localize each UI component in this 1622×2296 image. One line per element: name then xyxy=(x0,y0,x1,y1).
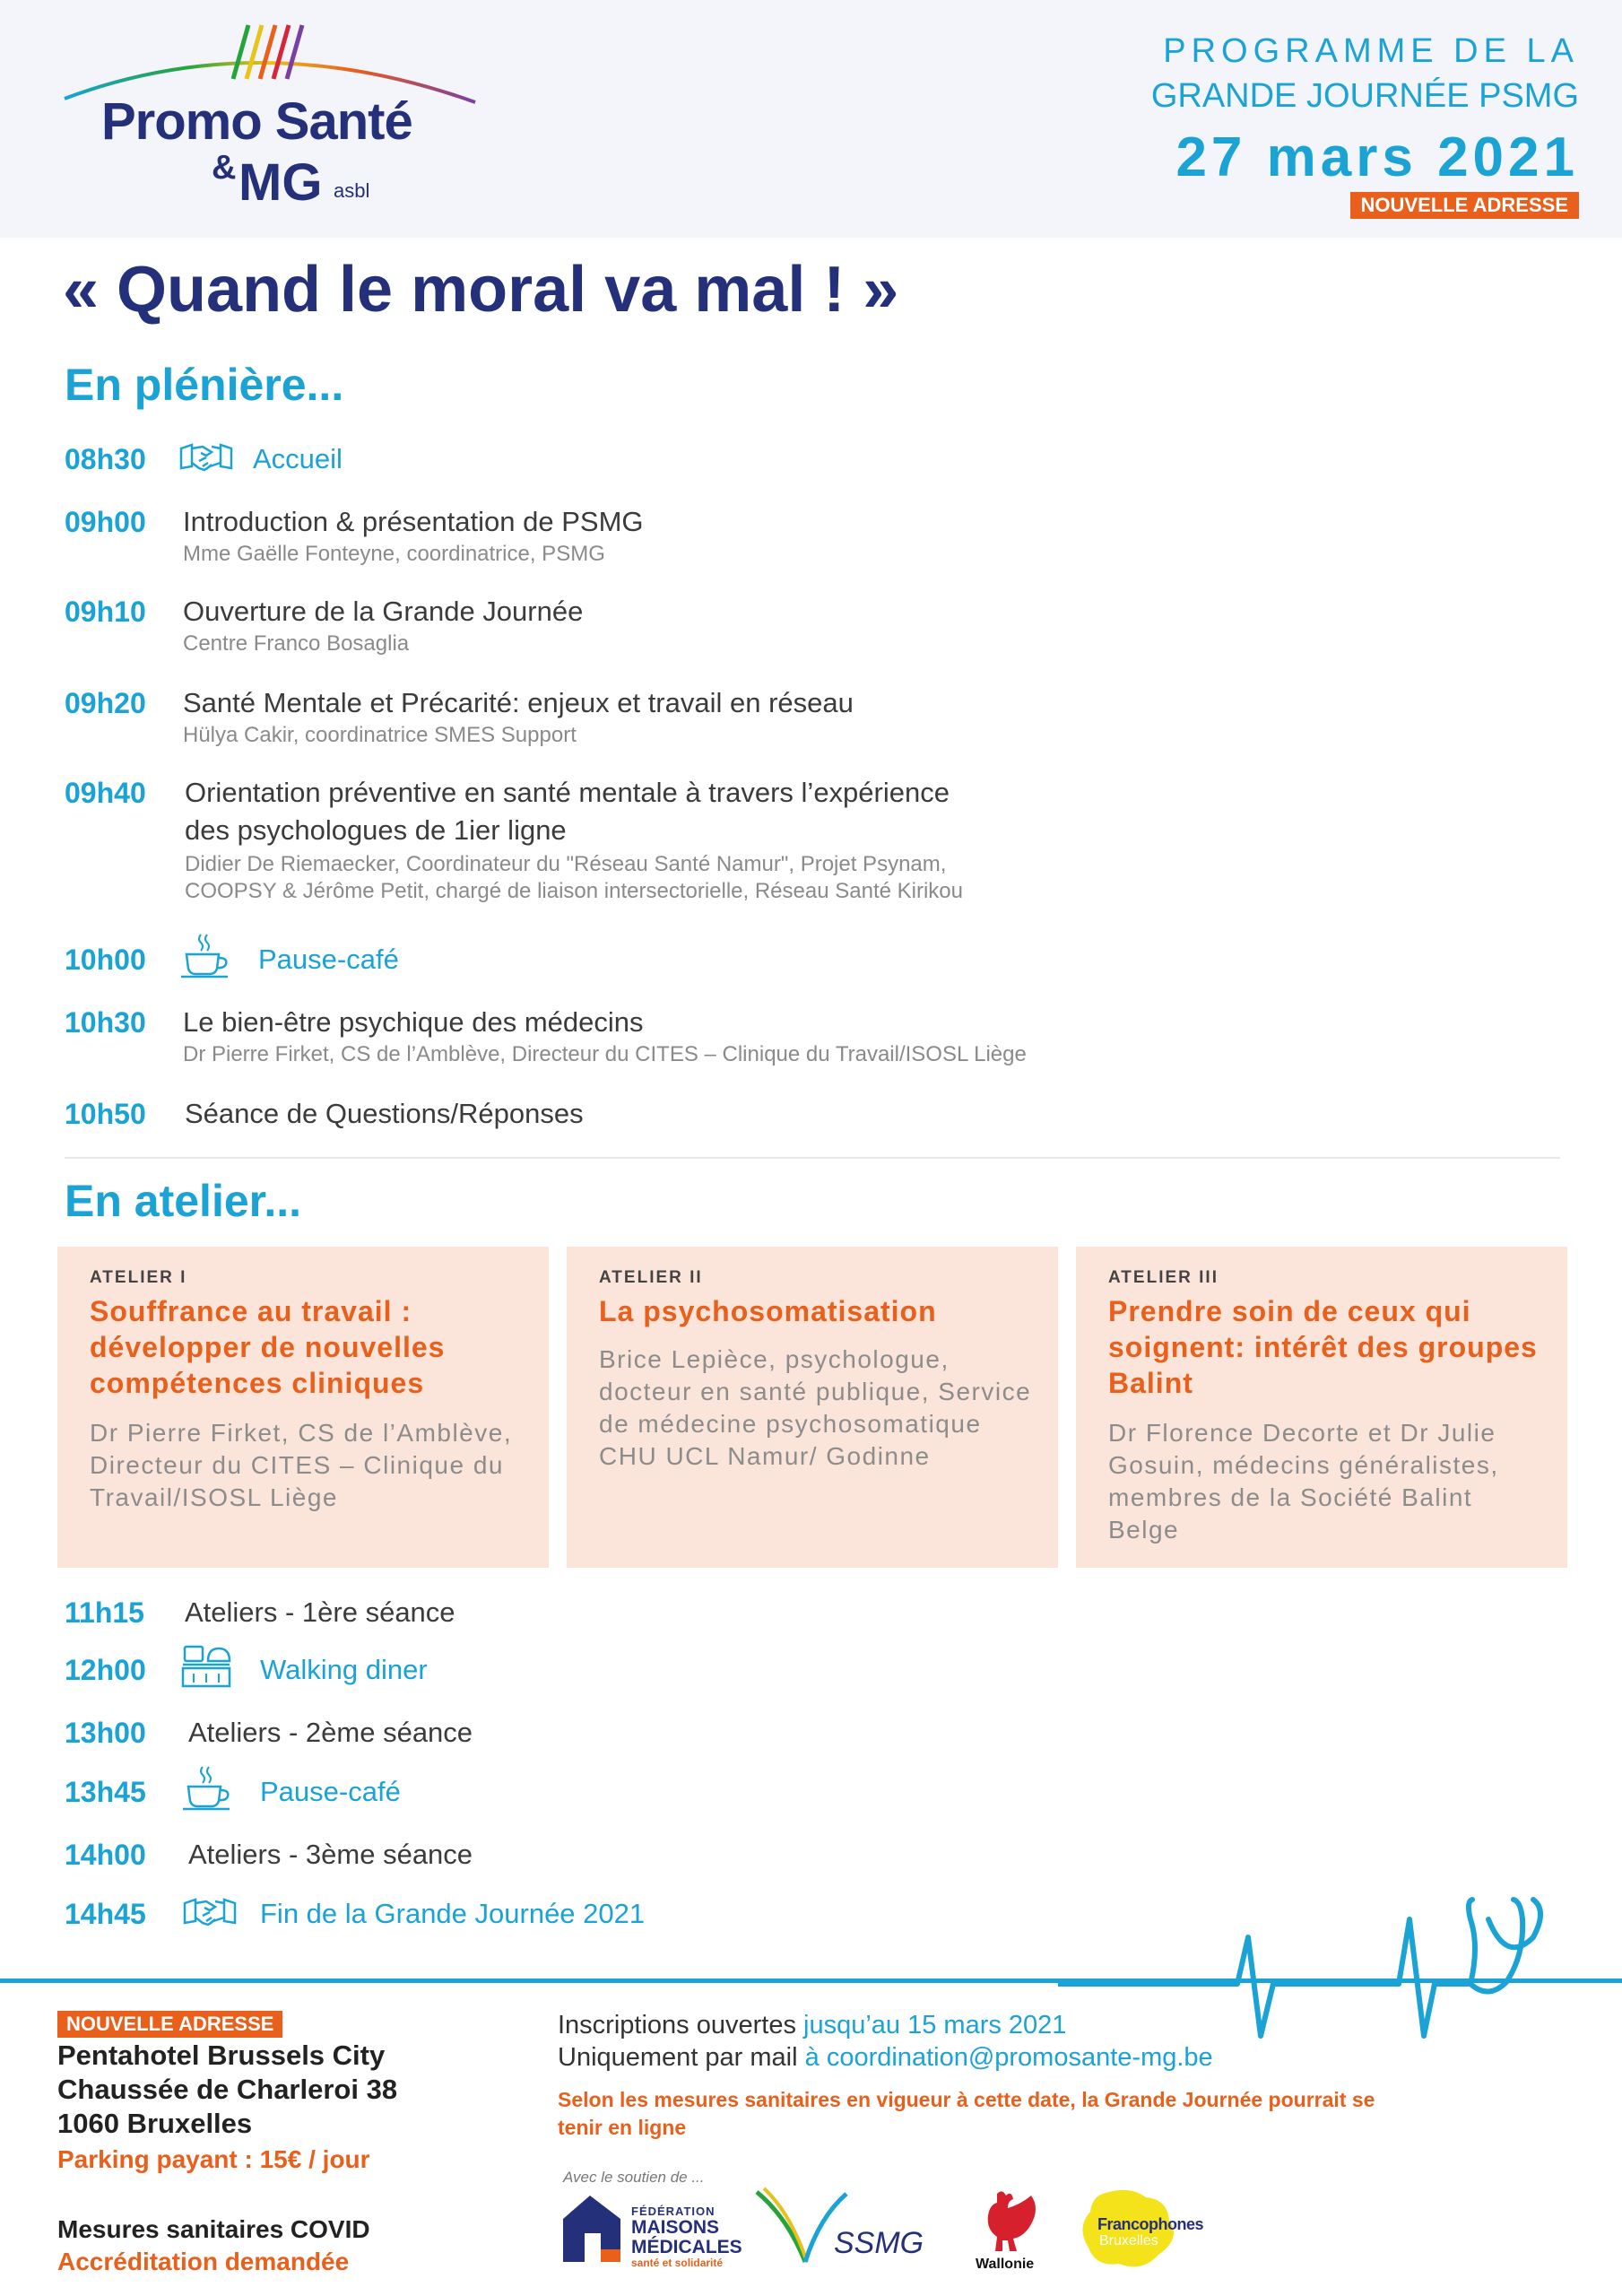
logo-mg: MG xyxy=(239,153,323,212)
item-title: Ateliers - 2ème séance xyxy=(188,1717,473,1748)
wallonie-logo xyxy=(976,2188,1047,2274)
time: 10h30 xyxy=(65,1006,146,1039)
footer-divider xyxy=(0,1979,1622,1983)
wallonie-text: Wallonie xyxy=(976,2257,1035,2272)
item-speaker: Dr Pierre Firket, CS de l’Amblève, Directeur du CITES – Clinique du Travail/ISOSL Liège xyxy=(183,1042,1027,1066)
item-speaker-line2: COOPSY & Jérôme Petit, chargé de liaison intersectorielle, Réseau Santé Kirikou xyxy=(185,879,963,903)
atelier-label: ATELIER II xyxy=(599,1268,703,1287)
fmm-text-mid1: MAISONS xyxy=(631,2217,720,2238)
atelier-title: La psychosomatisation xyxy=(599,1295,937,1327)
item-title: Fin de la Grande Journée 2021 xyxy=(260,1898,646,1929)
time: 14h00 xyxy=(65,1839,146,1871)
time: 08h30 xyxy=(65,443,146,475)
atelier-speaker: Dr Pierre Firket, CS de l’Amblève, Directeur du CITES – Clinique du Travail/ISOSL Liège xyxy=(90,1419,513,1511)
ssmg-text: SSMG xyxy=(834,2226,924,2260)
item-title: Le bien-être psychique des médecins xyxy=(183,1006,644,1038)
covid-warning: Selon les mesures sanitaires en vigueur à cette date, la Grande Journée pourrait se tenir en ligne xyxy=(558,2088,1375,2139)
atelier-label: ATELIER I xyxy=(90,1268,187,1287)
time: 09h40 xyxy=(65,777,146,809)
item-title: Accueil xyxy=(253,443,343,474)
coffee-cup-icon xyxy=(179,931,230,981)
mail-info xyxy=(558,2043,1213,2073)
fmm-text-top: FÉDÉRATION xyxy=(631,2205,716,2218)
header-band xyxy=(0,0,1622,238)
covid-measures: Mesures sanitaires COVID xyxy=(57,2215,370,2243)
program-label: PROGRAMME DE LA xyxy=(1163,32,1579,70)
atelier-title: Souffrance au travail : développer de nouvelles compétences cliniques xyxy=(90,1295,446,1399)
accreditation: Accréditation demandée xyxy=(57,2248,350,2275)
rooster-icon xyxy=(981,2188,1044,2253)
ssmg-logo xyxy=(751,2181,949,2271)
registration-deadline: jusqu’au 15 mars 2021 xyxy=(803,2011,1067,2039)
time: 09h10 xyxy=(65,596,146,628)
item-speaker: Didier De Riemaecker, Coordinateur du "Réseau Santé Namur", Projet Psynam, xyxy=(185,852,947,876)
atelier-label: ATELIER III xyxy=(1108,1268,1219,1287)
house-icon xyxy=(561,2192,624,2264)
atelier-card xyxy=(567,1247,1058,1568)
support-label: Avec le soutien de ... xyxy=(563,2169,705,2186)
atelier-card xyxy=(57,1247,549,1568)
section-heading-atelier: En atelier... xyxy=(65,1176,302,1226)
atelier-title: Prendre soin de ceux qui soignent: intérêt des groupes Balint xyxy=(1108,1295,1538,1399)
logo-asbl: asbl xyxy=(334,179,370,202)
francophones-text: Francophones xyxy=(1097,2215,1204,2233)
item-speaker: Centre Franco Bosaglia xyxy=(183,631,410,656)
handshake-icon xyxy=(179,439,233,475)
logo-ampersand: & xyxy=(212,149,237,187)
item-title: Orientation préventive en santé mentale à travers l’expérience xyxy=(185,777,950,808)
item-title: Santé Mentale et Précarité: enjeux et travail en réseau xyxy=(183,687,854,718)
program-event: GRANDE JOURNÉE PSMG xyxy=(1150,77,1579,115)
heartbeat-stethoscope-icon xyxy=(1058,1883,1560,2045)
email-link[interactable]: à coordination@promosante-mg.be xyxy=(804,2043,1213,2072)
time: 09h20 xyxy=(65,687,146,719)
time: 13h00 xyxy=(65,1717,146,1749)
registration-prefix: Inscriptions ouvertes xyxy=(558,2011,804,2039)
item-title: Pause-café xyxy=(260,1776,401,1807)
coffee-cup-icon xyxy=(181,1763,231,1813)
item-title: Introduction & présentation de PSMG xyxy=(183,506,644,537)
time: 10h00 xyxy=(65,944,146,976)
atelier-speaker: Brice Lepièce, psychologue, docteur en santé publique, Service de médecine psychosomatique CHU UCL Namur/ Godinne xyxy=(599,1345,1032,1470)
time: 14h45 xyxy=(65,1898,146,1930)
section-divider xyxy=(65,1157,1560,1159)
bruxelles-text: Bruxelles xyxy=(1099,2233,1158,2248)
new-address-badge: NOUVELLE ADRESSE xyxy=(57,2011,282,2038)
francophones-logo xyxy=(1076,2185,1219,2274)
item-speaker: Mme Gaëlle Fonteyne, coordinatrice, PSMG xyxy=(183,542,605,566)
time: 13h45 xyxy=(65,1776,146,1808)
logo-text: Promo Santé xyxy=(101,92,412,151)
parking-info: Parking payant : 15€ / jour xyxy=(57,2145,370,2173)
section-heading-pleniere: En plénière... xyxy=(65,360,344,410)
fmm-text-sub: santé et solidarité xyxy=(631,2257,724,2269)
fmm-text-mid2: MÉDICALES xyxy=(631,2237,742,2257)
registration-info xyxy=(558,2011,1066,2040)
time: 12h00 xyxy=(65,1654,146,1686)
new-address-badge: NOUVELLE ADRESSE xyxy=(1350,192,1579,219)
item-title: Ouverture de la Grande Journée xyxy=(183,596,584,627)
mail-prefix: Uniquement par mail xyxy=(558,2043,805,2072)
time: 10h50 xyxy=(65,1098,146,1130)
item-title: Ateliers - 1ère séance xyxy=(185,1596,455,1628)
item-title: Walking diner xyxy=(260,1654,428,1685)
atelier-speaker: Dr Florence Decorte et Dr Julie Gosuin, médecins généralistes, membres de la Société Balint Belge xyxy=(1108,1419,1499,1544)
address-line: Pentahotel Brussels City xyxy=(57,2039,386,2071)
atelier-card xyxy=(1076,1247,1567,1568)
handshake-icon xyxy=(183,1894,237,1930)
item-title: Séance de Questions/Réponses xyxy=(185,1098,584,1129)
time: 11h15 xyxy=(65,1596,144,1629)
page-title: « Quand le moral va mal ! » xyxy=(63,254,899,326)
fmm-logo xyxy=(561,2192,759,2267)
time: 09h00 xyxy=(65,506,146,538)
address-line: Chaussée de Charleroi 38 xyxy=(57,2074,398,2105)
buffet-icon xyxy=(181,1643,231,1692)
item-title: Pause-café xyxy=(258,944,399,975)
item-speaker: Hülya Cakir, coordinatrice SMES Support xyxy=(183,723,577,747)
item-title: Ateliers - 3ème séance xyxy=(188,1839,473,1870)
item-title-line2: des psychologues de 1ier ligne xyxy=(185,814,567,846)
address-line: 1060 Bruxelles xyxy=(57,2108,253,2139)
program-date: 27 mars 2021 xyxy=(1175,126,1579,188)
